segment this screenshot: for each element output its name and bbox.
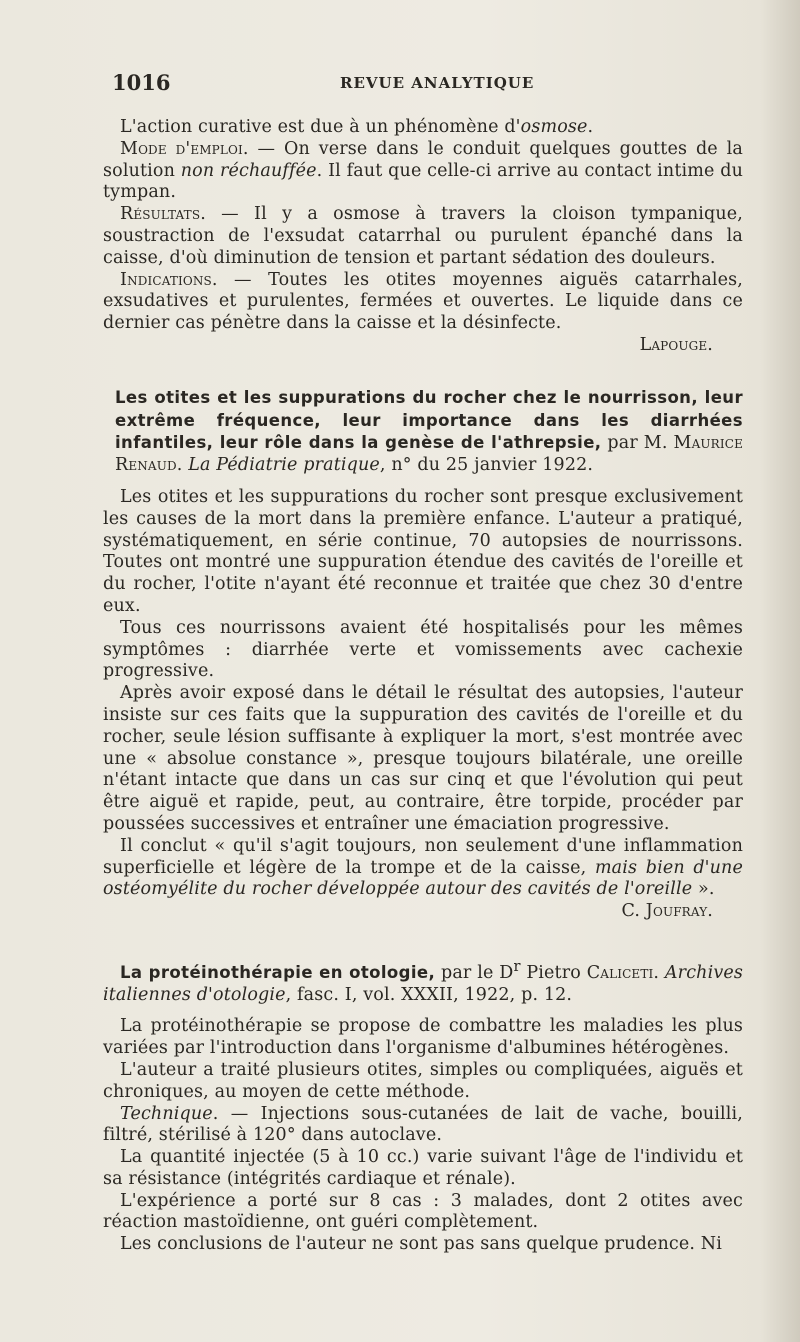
paragraph: Après avoir exposé dans le détail le résultat des autopsies, l'auteur insiste sur ces faits que la suppuration des cavités de l'oreille et du rocher, seule lésion suffisante à expliquer la mort, s'est montrée avec une « absolue constance », presque toujours bilatérale, une oreille n'étant intacte que dans un cas sur cinq et que l'évolution qui peut être aiguë et rapide, peut, au contraire, être torpide, procéder par poussées successives et entraîner une émaciation progressive.: [103, 683, 743, 834]
paragraph: L'action curative est due à un phénomène d'osmose.: [120, 117, 594, 137]
paragraph-label: Résultats: [120, 204, 201, 225]
paragraph-label: Technique: [120, 1103, 213, 1124]
article-title: La protéinothérapie en otologie,: [120, 962, 436, 982]
article-heading: La protéinothérapie en otologie, par le $D^r$ Pietro Caliceti. Archives italiennes d'otologie, fasc. I, vol. XXXII, 1922, p. 12.: [103, 957, 743, 1005]
paragraph: La protéinothérapie se propose de combattre les maladies les plus variées par l'introduction dans l'organisme d'albumines hétérogènes.: [103, 1016, 743, 1059]
page-header: [112, 70, 672, 98]
signature: Lapouge.: [639, 334, 713, 355]
text-column: [103, 117, 743, 1256]
article-title: Les otites et les suppurations du rocher chez le nourrisson, leur extrême fréquence, leur importance dans les diarrhées infantiles, leur rôle dans la genèse de l'athrepsie,: [115, 387, 743, 453]
author-name: Caliceti: [586, 962, 654, 983]
paragraph: L'auteur a traité plusieurs otites, simples ou compliquées, aiguës et chroniques, au moyen de cette méthode.: [103, 1059, 743, 1102]
journal-name: La Pédiatrie pratique: [188, 455, 380, 476]
paragraph: Les conclusions de l'auteur ne sont pas sans quelque prudence. Ni: [120, 1234, 722, 1255]
paragraph: Tous ces nourrissons avaient été hospitalisés pour les mêmes symptômes : diarrhée verte et vomissements avec cachexie progressive.: [103, 617, 743, 682]
paragraph: Mode d'emploi. — On verse dans le conduit quelques gouttes de la solution non réchauffée. Il faut que celle-ci arrive au contact intime du tympan.: [103, 138, 743, 203]
paragraph: Il conclut « qu'il s'agit toujours, non seulement d'une inflammation superficielle et légère de la trompe et de la caisse, mais bien d'une ostéomyélite du rocher développée autour des cavités de l'oreille ».: [103, 835, 743, 900]
paragraph: L'expérience a porté sur 8 cas : 3 malades, dont 2 otites avec réaction mastoïdienne, ont guéri complètement.: [103, 1190, 743, 1233]
signature: C. Joufray.: [621, 901, 713, 922]
paragraph: Indications. — Toutes les otites moyennes aiguës catarrhales, exsudatives et purulentes, fermées et ouvertes. Le liquide dans ce dernier cas pénètre dans la caisse et la désinfecte.: [103, 269, 743, 334]
paragraph-label: Mode d'emploi: [120, 138, 243, 159]
paragraph: La quantité injectée (5 à 10 cc.) varie suivant l'âge de l'individu et sa résistance (intégrités cardiaque et rénale).: [103, 1147, 743, 1189]
journal-name: Archives italiennes d'otologie: [103, 962, 743, 1005]
author-name: Maurice Renaud: [115, 433, 743, 476]
paragraph: Technique. — Injections sous-cutanées de lait de vache, bouilli, filtré, stérilisé à 120° dans autoclave.: [103, 1103, 743, 1146]
paragraph: Les otites et les suppurations du rocher sont presque exclusivement les causes de la mort dans la première enfance. L'auteur a pratiqué, systématiquement, en série continue, 70 autopsies de nourrissons. Toutes ont montré une suppuration étendue des cavités de l'oreille et du rocher, l'otite n'ayant été reconnue et traitée que chez 30 d'entre eux.: [103, 486, 743, 616]
paragraph-label: Indications: [120, 269, 212, 290]
page-number: 1016: [112, 70, 171, 95]
article-heading: Les otites et les suppurations du rocher chez le nourrisson, leur extrême fréquence, leur importance dans les diarrhées infantiles, leur rôle dans la genèse de l'athrepsie, par M. Maurice Renaud. La Pédiatrie pratique, n° du 25 janvier 1922.: [115, 387, 743, 476]
running-title: REVUE ANALYTIQUE: [340, 74, 535, 92]
paragraph: Résultats. — Il y a osmose à travers la cloison tympanique, soustraction de l'exsudat catarrhal ou purulent épanché dans la caisse, d'où diminution de tension et partant sédation des douleurs.: [103, 204, 743, 268]
